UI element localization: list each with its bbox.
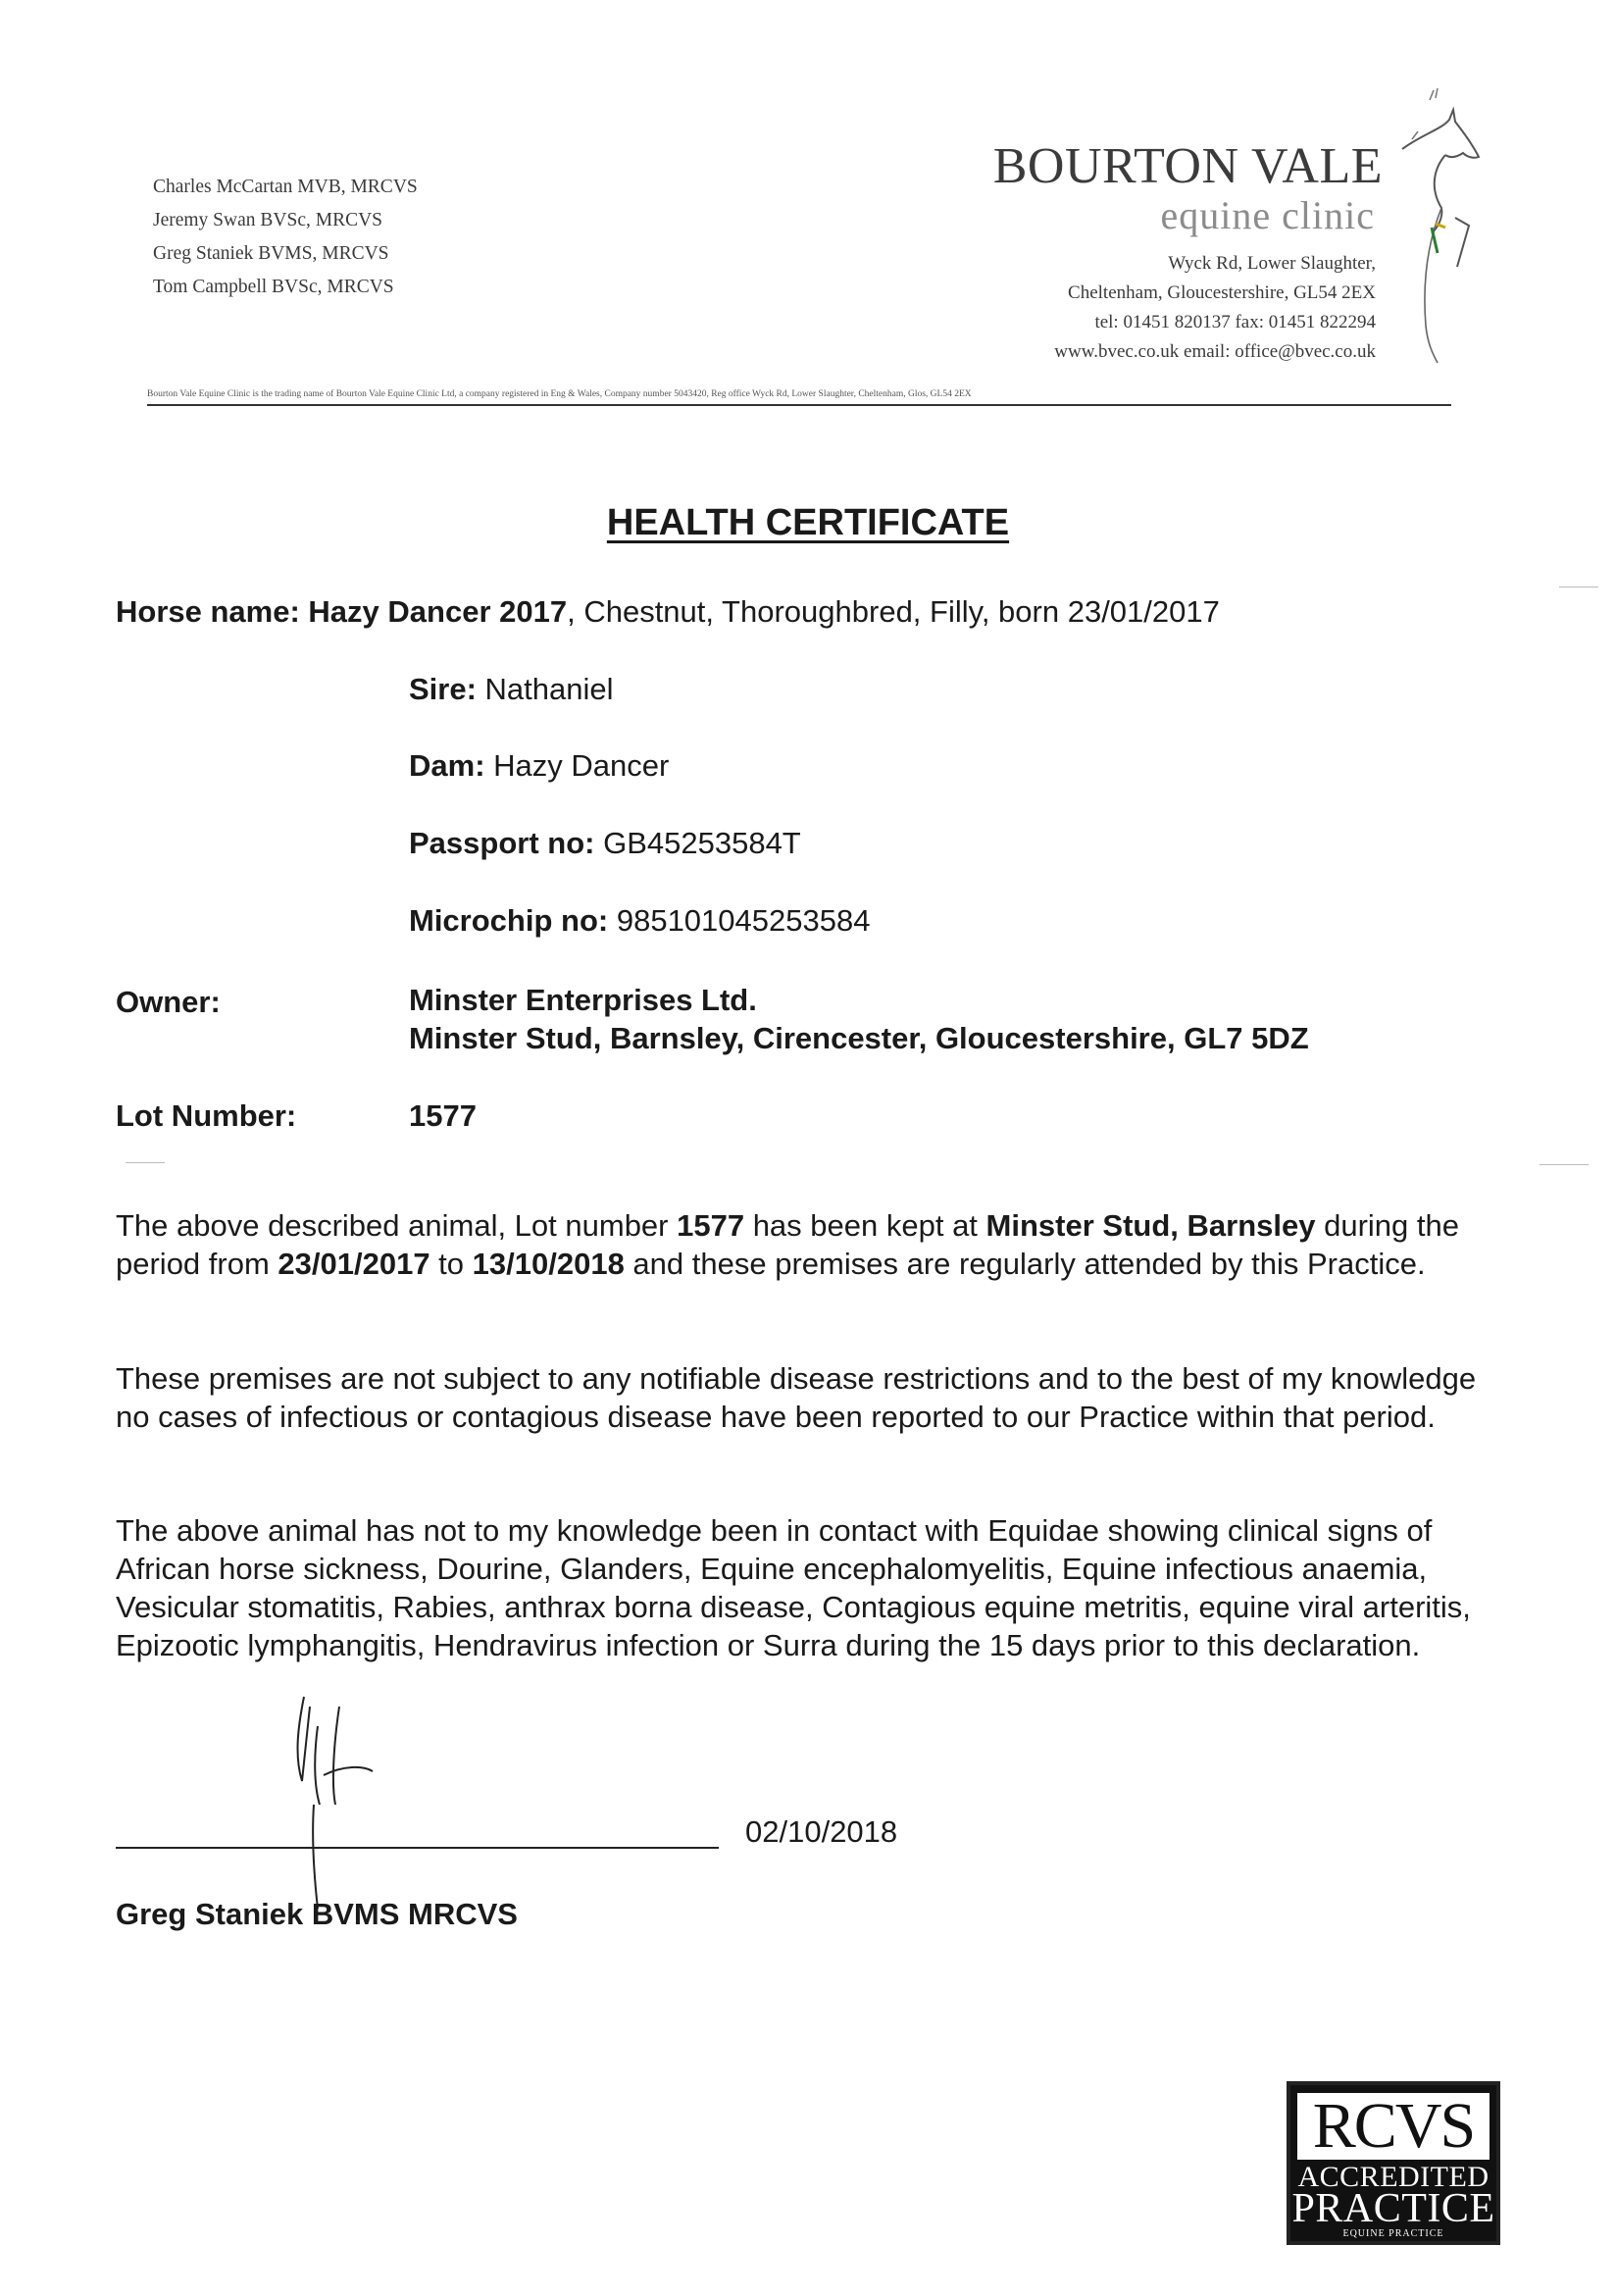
vet-name: Charles McCartan MVB, MRCVS xyxy=(153,177,418,197)
horse-name: Hazy Dancer 2017 xyxy=(308,594,568,629)
owner-address: Minster Stud, Barnsley, Cirencester, Gloucestershire, GL7 5DZ xyxy=(409,1021,1309,1055)
microchip-value: 985101045253584 xyxy=(616,903,871,938)
lot-label: Lot Number: xyxy=(116,1098,297,1133)
period-to: 13/10/2018 xyxy=(472,1247,625,1281)
vet-list xyxy=(153,171,418,304)
horse-label: Horse name: xyxy=(116,594,300,629)
clinic-phone: tel: 01451 820137 fax: 01451 822294 xyxy=(1094,312,1376,332)
clinic-address-line: Wyck Rd, Lower Slaughter, xyxy=(1168,253,1376,274)
owner-name: Minster Enterprises Ltd. xyxy=(409,983,757,1017)
horse-logo-icon xyxy=(1373,80,1490,365)
scan-mark xyxy=(126,1162,165,1163)
horse-line xyxy=(116,594,1220,630)
signature-line xyxy=(116,1847,719,1849)
signatory-name: Greg Staniek BVMS MRCVS xyxy=(116,1897,518,1931)
rcvs-badge-line: EQUINE PRACTICE xyxy=(1342,2228,1444,2239)
signature-date: 02/10/2018 xyxy=(745,1814,898,1849)
rcvs-badge-line: ACCREDITED xyxy=(1297,2161,1490,2193)
rcvs-badge-line: PRACTICE xyxy=(1291,2186,1495,2231)
sire-label: Sire: xyxy=(409,672,477,706)
horse-details: , Chestnut, Thoroughbred, Filly, born 23/01/2017 xyxy=(567,594,1220,629)
clinic-subtitle: equine clinic xyxy=(1160,193,1375,237)
clinic-web-email: www.bvec.co.uk email: office@bvec.co.uk xyxy=(1054,341,1376,362)
microchip-row xyxy=(409,903,870,939)
clinic-contact xyxy=(1054,249,1376,367)
dam-value: Hazy Dancer xyxy=(493,748,670,783)
rcvs-accredited-badge xyxy=(1287,2081,1500,2245)
vet-name: Tom Campbell BVSc, MRCVS xyxy=(153,277,394,297)
lot-number-inline: 1577 xyxy=(677,1208,745,1243)
dam-label: Dam: xyxy=(409,748,485,783)
clinic-address-line: Cheltenham, Gloucestershire, GL54 2EX xyxy=(1068,282,1376,303)
premises-inline: Minster Stud, Barnsley xyxy=(985,1208,1316,1243)
clinic-name: BOURTON VALE xyxy=(992,138,1383,194)
microchip-label: Microchip no: xyxy=(409,903,609,938)
scan-mark xyxy=(1540,1164,1589,1165)
period-from: 23/01/2017 xyxy=(278,1247,430,1281)
vet-name: Jeremy Swan BVSc, MRCVS xyxy=(153,210,383,230)
signature-mark xyxy=(284,1687,412,1913)
dam-row xyxy=(409,748,669,784)
owner-label: Owner: xyxy=(116,985,221,1019)
paragraph-diseases: The above animal has not to my knowledge been in contact with Equidae showing clinical signs of African horse sickness, Dourine, Glanders, Equine encephalomyelitis, Equine infectious anaemia, Vesicular stomatitis, Rabies, anthrax borna disease, Contagious equine metritis, equine viral arteritis, Epizootic lymphangitis, Hendravirus infection or Surra during the 15 days prior to this declaration. xyxy=(116,1513,1471,1662)
rcvs-badge-title: RCVS xyxy=(1297,2093,1490,2160)
passport-value: GB45253584T xyxy=(603,826,801,860)
page-title: HEALTH CERTIFICATE xyxy=(606,502,1010,543)
sire-value: Nathaniel xyxy=(484,672,614,706)
paragraph-premises: The above described animal, Lot number 1577 has been kept at Minster Stud, Barnsley during the period from 23/01/2017 to 13/10/2018 and these premises are regularly attended by this Practice. xyxy=(116,1208,1459,1281)
legal-notice: Bourton Vale Equine Clinic is the trading name of Bourton Vale Equine Clinic Ltd, a company registered in Eng & Wales, Company number 5043420, Reg office Wyck Rd, Lower Slaughter, Cheltenham, Glos, GL54 2EX xyxy=(147,389,1451,406)
vet-name: Greg Staniek BVMS, MRCVS xyxy=(153,243,389,264)
sire-row xyxy=(409,672,614,707)
passport-row xyxy=(409,826,801,861)
passport-label: Passport no: xyxy=(409,826,595,860)
paragraph-restrictions: These premises are not subject to any notifiable disease restrictions and to the best of my knowledge no cases of infectious or contagious disease have been reported to our Practice within that period. xyxy=(116,1361,1477,1434)
lot-number: 1577 xyxy=(409,1098,477,1133)
